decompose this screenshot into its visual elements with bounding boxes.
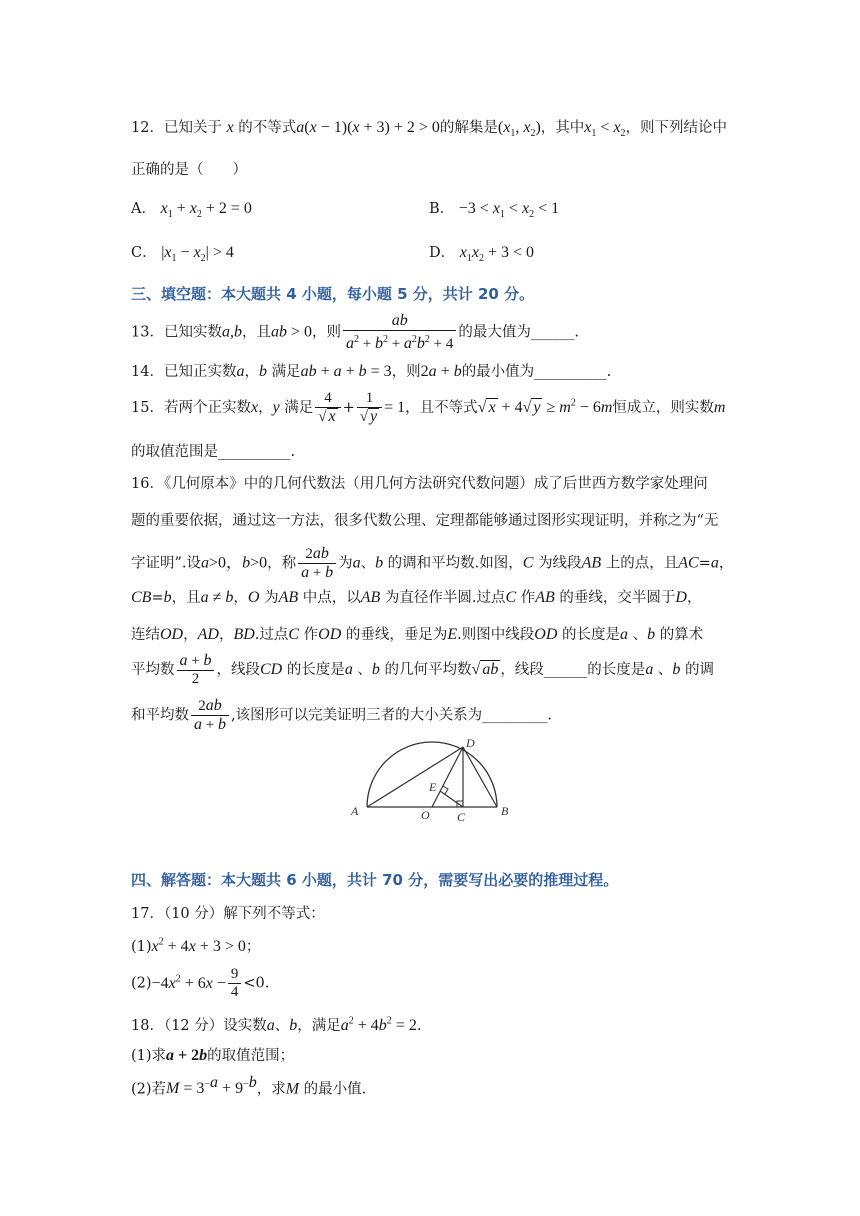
label-d: D: [466, 736, 475, 750]
q12-option-c: C． $|x_1 - x_2| > 4$: [131, 244, 234, 265]
q16-line2: 题的重要依据，通过这一方法，很多代数公理、定理都能够通过图形实现证明，并称之为“无: [131, 513, 719, 529]
section-3-heading: 三、填空题：本大题共 4 小题，每小题 5 分，共计 20 分。: [131, 285, 535, 303]
q18-stem: 18．（12 分）设实数a、b，满足$a^2 + 4b^2 = 2$.: [131, 1015, 422, 1034]
segment-bd: [463, 747, 497, 807]
section-4-heading: 四、解答题：本大题共 6 小题，共计 70 分，需要写出必要的推理过程。: [131, 871, 619, 889]
q15-line1: 15．若两个正实数x，y 满足 $\frac{4}{√ x}$ + $\frac{1}{√ y}$ = 1，且不等式√ x + 4√ $y \ge m^2 - 6m$恒成立，则实数m: [131, 390, 726, 425]
q12-line1: 12．已知关于 x 的不等式a(x − 1)(x + 3) + 2 > 0的解集是($x_1$, $x_2$)，其中$x_1 < x_2$，则下列结论中: [131, 119, 728, 140]
q17-title: 17．（10 分）解下列不等式：: [131, 906, 325, 922]
q16-line6: 平均数 $\frac{a + b}{2}$ ，线段CD 的长度是a 、b 的几何平均数√ ab ，线段______的长度是a 、b 的调: [131, 652, 715, 687]
label-b: B: [501, 804, 509, 818]
q18-part1: (1)求a + 2b的取值范围；: [131, 1047, 295, 1064]
semicircle-arc: [367, 742, 497, 807]
q18-part2: (2)若$M = 3^{-a} + 9^{-b}$，求M 的最小值.: [131, 1074, 367, 1098]
q14: 14．已知正实数a，b 满足ab + a + b = 3，则2a + b的最小值为__________.: [131, 363, 612, 380]
q15-line2: 的取值范围是__________.: [131, 444, 296, 460]
q16-line3: 字证明”.设a>0，b>0，称 $\frac{2ab}{a + b}$ 为a、b 的调和平均数.如图，C 为线段AB 上的点，且AC=a，: [131, 545, 734, 581]
q12-line2: 正确的是（ ）: [131, 162, 247, 178]
label-a: A: [351, 804, 359, 818]
segment-ce: [440, 791, 463, 807]
label-c: C: [457, 810, 466, 824]
q12-option-a: A． $x_1 + x_2 + 2 = 0$: [131, 200, 252, 221]
label-e: E: [429, 780, 437, 794]
semicircle-figure: [345, 735, 520, 830]
q12-option-d: D． $x_1x_2 + 3 < 0$: [429, 244, 535, 265]
q17-part2: $(2)-4x^2 + 6x$ − $\frac{9}{4}$ <0.: [131, 966, 270, 1000]
right-angle-mark-e: [443, 786, 448, 794]
q12-option-b: B． $-3 < x_1 < x_2 < 1$: [429, 200, 560, 221]
q16-line7: 和平均数 $\frac{2ab}{a + b}$ ,该图形可以完美证明三者的大小关系为_________.: [131, 697, 552, 733]
label-o: O: [421, 808, 430, 822]
q13-fraction: $\frac{ab}{a^2 + b^2 + a^2b^2 + 4}$: [343, 312, 456, 353]
q17-part1: $(1)x^2 + 4x + 3 > 0$；: [131, 936, 261, 955]
q16-line1: 16．《几何原本》中的几何代数法（用几何方法研究代数问题）成了后世西方数学家处理问: [131, 476, 708, 492]
q16-line4: CB=b，且a ≠ b，O 为AB 中点，以AB 为直径作半圆.过点C 作AB 的垂线，交半圆于D，: [131, 589, 702, 606]
segment-ad: [367, 747, 463, 807]
q13: 13．已知实数a,b，且ab > 0，则 $\frac{ab}{a^2 + b^2 + a^2b^2 + 4}$ 的最大值为______.: [131, 312, 579, 352]
q16-line5: 连结OD，AD，BD.过点C 作OD 的垂线，垂足为E.则图中线段OD 的长度是a 、b 的算术: [131, 626, 704, 643]
